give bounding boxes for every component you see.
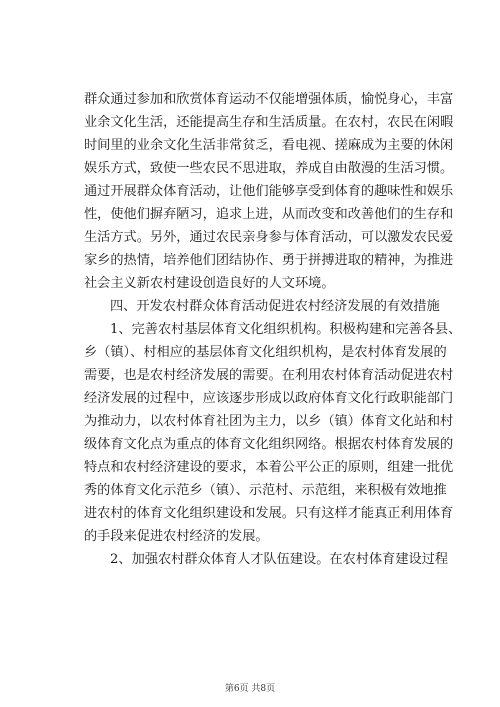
text-line: 级体育文化点为重点的体育文化组织网络。根据农村体育发展的	[84, 437, 454, 452]
text-line: 的手段来促进农村经济的发展。	[84, 529, 269, 544]
text-line: 秀的体育文化示范乡（镇）、示范村、示范组，来积极有效地推	[84, 483, 447, 498]
text-line: 乡（镇）、村相应的基层体育文化组织机构，是农村体育发展的	[84, 345, 447, 360]
paragraph-1	[84, 88, 454, 295]
text-line: 特点和农村经济建设的要求，本着公平公正的原则，组建一批优	[84, 460, 454, 475]
text-line: 为推动力，以农村体育社团为主力，以乡（镇）体育文化站和村	[84, 414, 454, 429]
text-line: 需要，也是农村经济发展的需要。在利用农村体育活动促进农村	[84, 368, 454, 383]
text-line: 娱乐方式，致使一些农民不思进取，养成自由散漫的生活习惯。	[84, 161, 454, 176]
text-line: 进农村的体育文化组织建设和发展。只有这样才能真正利用体育	[84, 506, 454, 521]
section-heading: 四、开发农村群众体育活动促进农村经济发展的有效措施	[110, 299, 440, 314]
text-line: 经济发展的过程中，应该逐步形成以政府体育文化行政职能部门	[84, 391, 454, 406]
paragraph-2	[84, 318, 462, 548]
text-line: 生活方式。另外，通过农民亲身参与体育活动，可以激发农民爱	[84, 230, 454, 245]
text-line: 通过开展群众体育活动，让他们能够享受到体育的趣味性和娱乐	[84, 184, 454, 199]
text-line: 家乡的热情，培养他们团结协作、勇于拼搏进取的精神，为推进	[84, 253, 454, 268]
text-line: 2、加强农村群众体育人才队伍建设。在农村体育建设过程	[110, 552, 449, 567]
text-line: 1、完善农村基层体育文化组织机构。积极构建和完善各县、	[110, 322, 462, 337]
document-body	[84, 88, 462, 571]
page-number-footer: 第6页 共8页	[224, 684, 276, 694]
text-line: 性，使他们摒弃陋习，追求上进，从而改变和改善他们的生存和	[84, 207, 454, 222]
text-line: 社会主义新农村建设创造良好的人文环境。	[84, 276, 335, 291]
text-line: 业余文化生活，还能提高生存和生活质量。在农村，农民在闲暇	[84, 115, 454, 130]
text-line: 群众通过参加和欣赏体育运动不仅能增强体质，愉悦身心，丰富	[84, 92, 454, 107]
text-line: 时间里的业余文化生活非常贫乏，看电视、搓麻成为主要的休闲	[84, 138, 454, 153]
paragraph-3	[84, 548, 449, 571]
